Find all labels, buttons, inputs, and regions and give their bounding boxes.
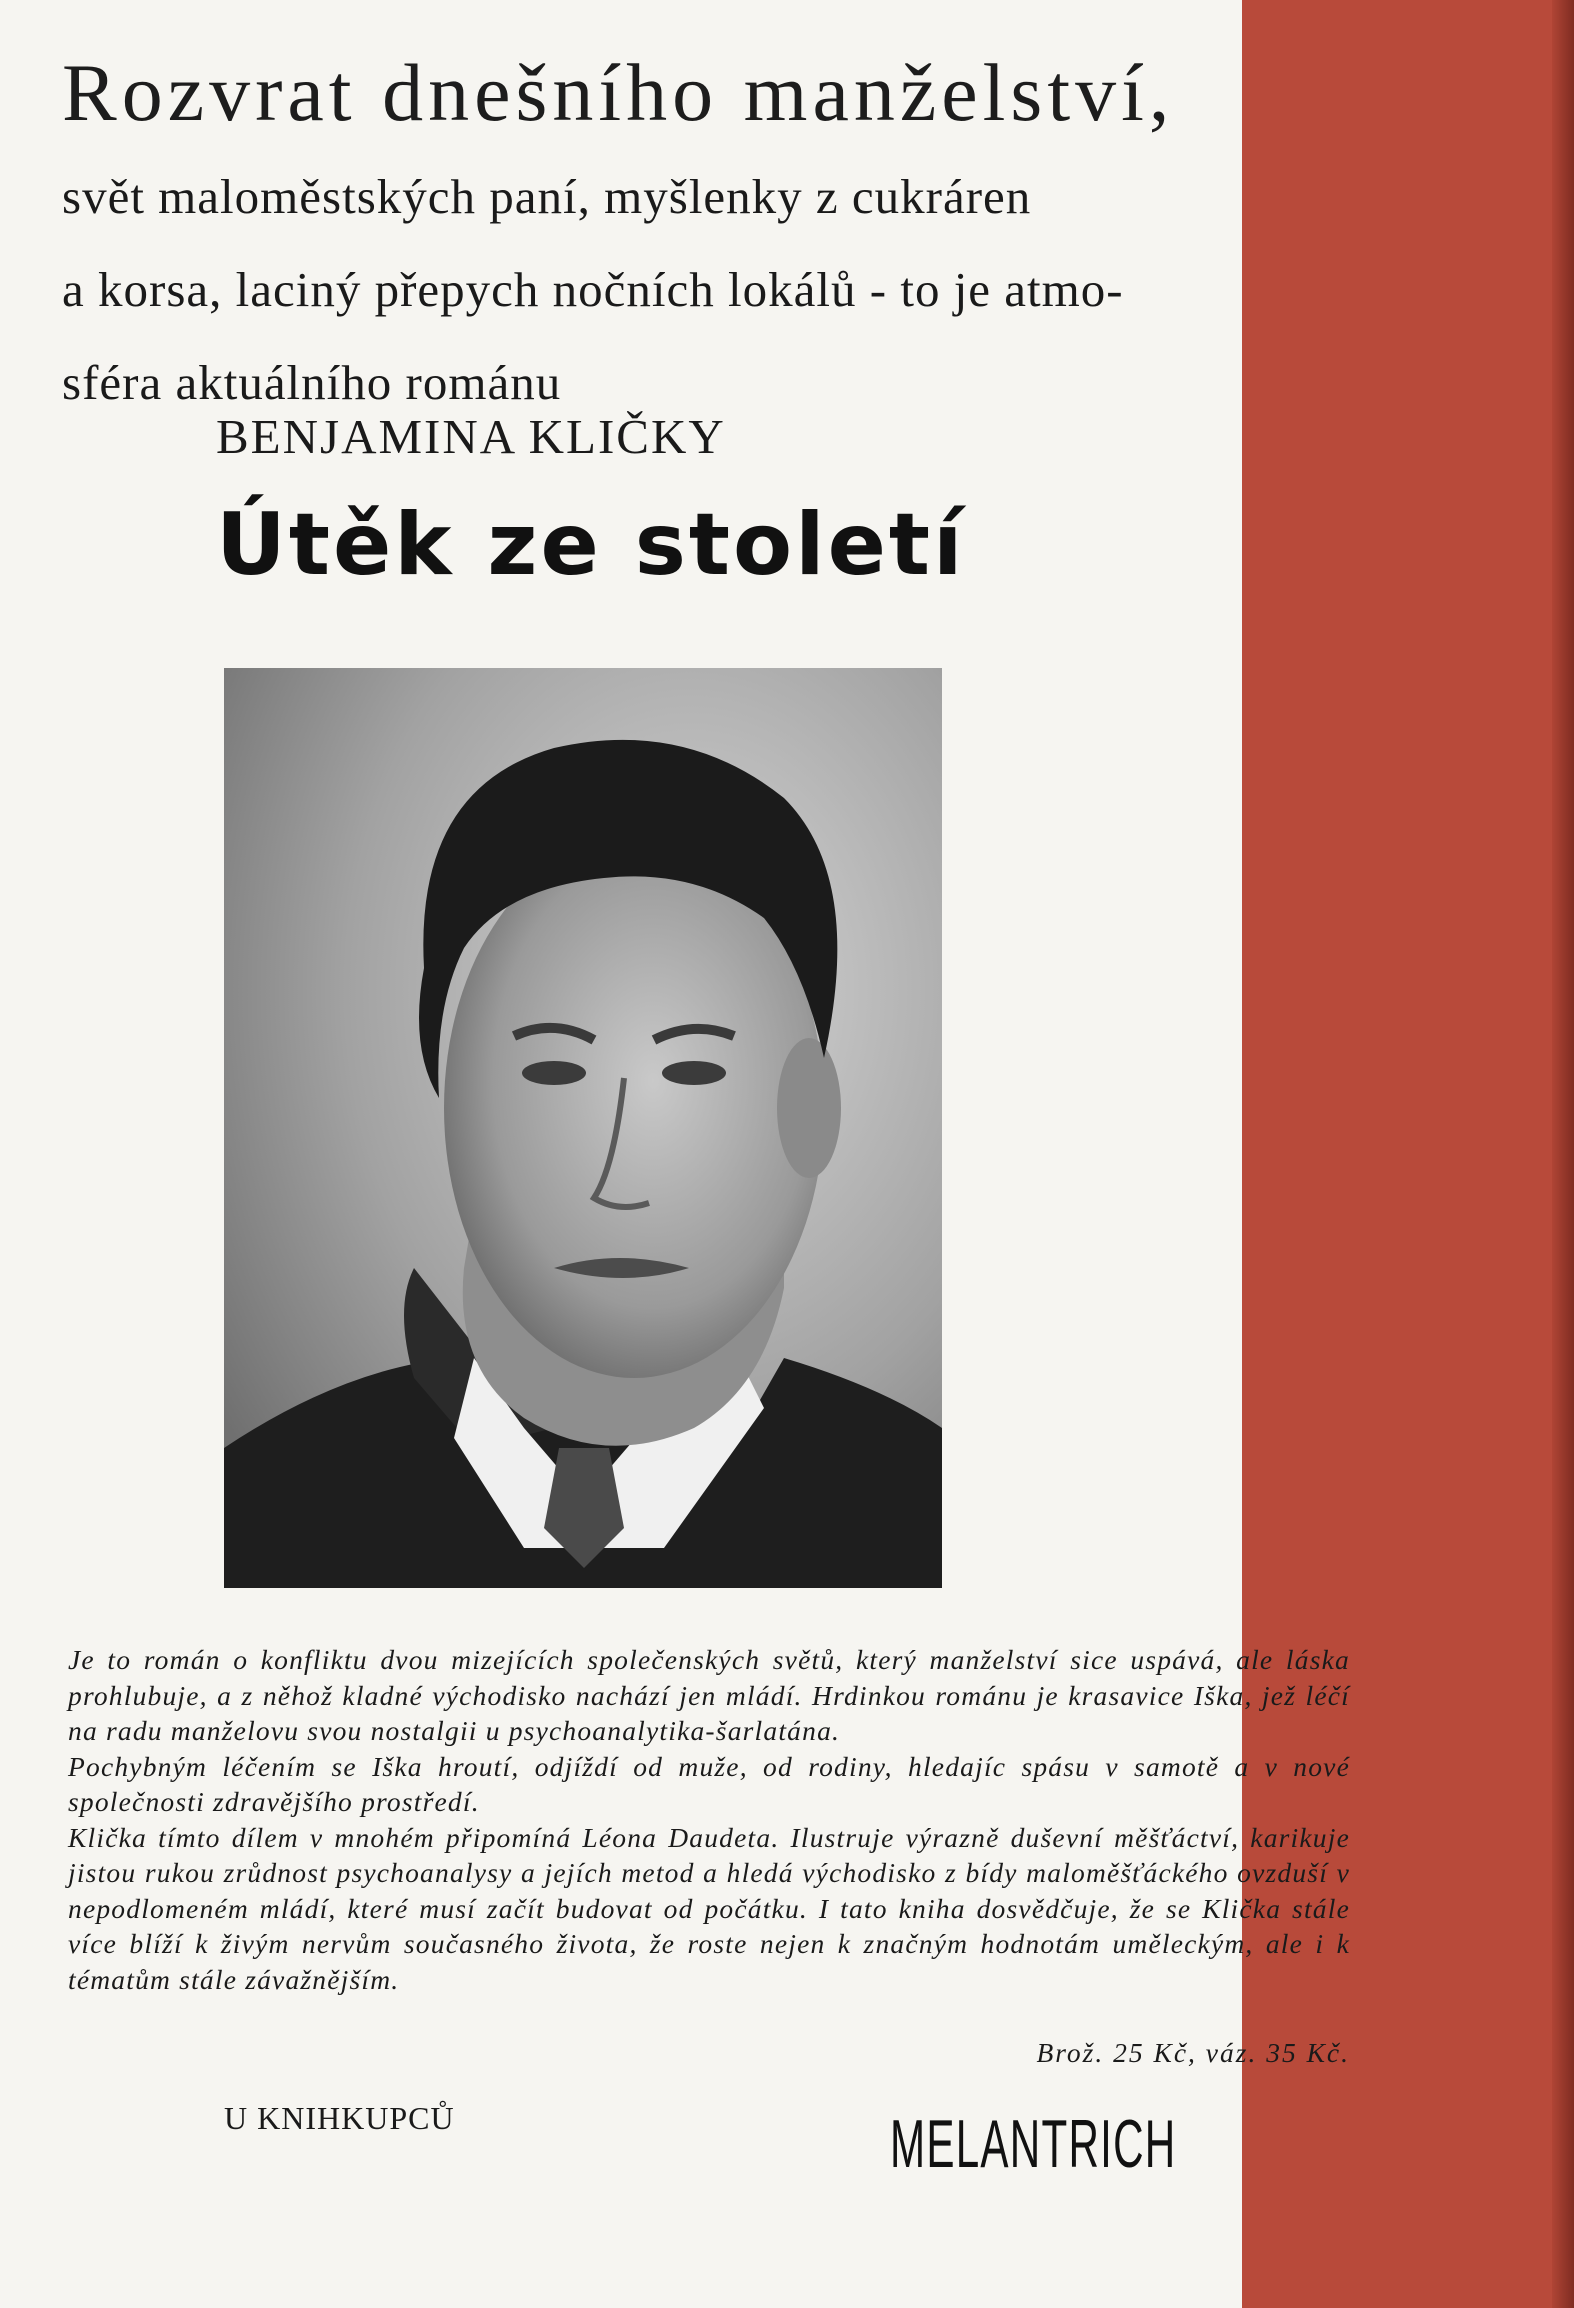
intro-text [62,150,1382,429]
portrait-illustration [224,668,942,1588]
book-description [68,1642,1350,1997]
description-paragraph: Klička tímto dílem v mnohém připomíná Léona Daudeta. Ilustruje výrazně duševní měšťáctví, karikuje jistou rukou zrůdnost psychoanalysy a jejích metod a hledá východisko z bídy maloměšťáckého ovzduší v nepodlomeném mládí, které musí začít budovat od počátku. I tato kniha dosvědčuje, že se Klička stále více blíží k živým nervům současného života, že roste nejen k značným hodnotám uměleckým, ale i k tématům stále závažnějším. [68,1821,1350,1995]
publisher-logo: MELANTRICH [890,2106,1177,2182]
description-paragraph: Je to román o konfliktu dvou mizejících společenských světů, který manželství sice uspává, ale láska prohlubuje, a z něhož kladné východisko nachází jen mládí. Hrdinkou románu je krasavice Iška, jež léčí na radu manželovu svou nostalgii u psychoanalytika-šarlatána. [68,1644,1350,1746]
book-title: Útěk ze století [216,495,966,595]
intro-line: svět maloměstských paní, myšlenky z cukráren [62,169,1032,224]
intro-line: sféra aktuálního románu [62,355,562,410]
author-name: BENJAMINA KLIČKY [216,409,726,464]
description-paragraph: Pochybným léčením se Iška hroutí, odjíždí od muže, od rodiny, hledajíc spásu v samotě a v nové společnosti zdravějšího prostředí. [68,1750,1350,1817]
headline: Rozvrat dnešního manželství, [62,47,1175,138]
bookstore-note: U KNIHKUPCŮ [224,2100,455,2136]
intro-line: a korsa, laciný přepych nočních lokálů - to je atmo- [62,262,1124,317]
author-portrait [224,668,942,1588]
price-info: Brož. 25 Kč, váz. 35 Kč. [1036,2037,1350,2068]
